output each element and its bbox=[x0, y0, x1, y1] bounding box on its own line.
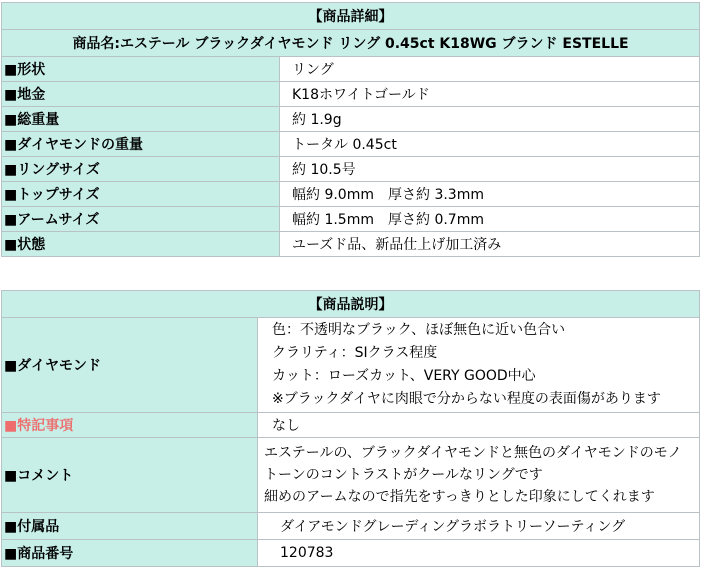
row-label: ■総重量 bbox=[2, 107, 280, 132]
row-label: ■トップサイズ bbox=[2, 182, 280, 207]
product-name-row bbox=[2, 30, 700, 57]
special-notes-label: ■特記事項 bbox=[2, 413, 258, 438]
row-label: ■形状 bbox=[2, 57, 280, 82]
diamond-cut-line: カット：ローズカット、VERY GOOD中心 bbox=[272, 368, 536, 384]
product-number-label: ■商品番号 bbox=[2, 540, 258, 567]
diamond-color-line: 色：不透明なブラック、ほぼ無色に近い色合い bbox=[272, 322, 566, 338]
product-number-row bbox=[2, 540, 700, 567]
row-value: 幅約 1.5mm 厚さ約 0.7mm bbox=[280, 207, 700, 232]
accessories-label: ■付属品 bbox=[2, 513, 258, 540]
special-notes-row bbox=[2, 413, 700, 438]
row-value: 幅約 9.0mm 厚さ約 3.3mm bbox=[280, 182, 700, 207]
product-number-value: 120783 bbox=[258, 540, 700, 567]
row-value: トータル 0.45ct bbox=[280, 132, 700, 157]
table-row bbox=[2, 132, 700, 157]
product-name: 商品名:エステール ブラックダイヤモンド リング 0.45ct K18WG ブランド ESTELLE bbox=[2, 30, 700, 57]
diamond-label: ■ダイヤモンド bbox=[2, 318, 258, 413]
row-label: ■リングサイズ bbox=[2, 157, 280, 182]
comment-line: トーンのコントラストがクールなリングです bbox=[264, 467, 543, 483]
comment-line: エステールの、ブラックダイヤモンドと無色のダイヤモンドのモノ bbox=[264, 445, 682, 461]
table-row bbox=[2, 207, 700, 232]
comment-line: 細めのアームなので指先をすっきりとした印象にしてくれます bbox=[264, 489, 655, 505]
table-row bbox=[2, 232, 700, 257]
comment-label: ■コメント bbox=[2, 438, 258, 513]
table-row bbox=[2, 182, 700, 207]
row-label: ■地金 bbox=[2, 82, 280, 107]
diamond-clarity-line: クラリティ：SIクラス程度 bbox=[272, 345, 438, 361]
product-description-table bbox=[1, 290, 700, 567]
table-row bbox=[2, 107, 700, 132]
diamond-details bbox=[258, 318, 700, 413]
table-row bbox=[2, 82, 700, 107]
diamond-row bbox=[2, 318, 700, 413]
row-value: リング bbox=[280, 57, 700, 82]
description-header: 【商品説明】 bbox=[2, 291, 700, 318]
accessories-value: ダイアモンドグレーディングラボラトリーソーティング bbox=[258, 513, 700, 540]
row-label: ■ダイヤモンドの重量 bbox=[2, 132, 280, 157]
accessories-row bbox=[2, 513, 700, 540]
row-label: ■状態 bbox=[2, 232, 280, 257]
product-details-table bbox=[1, 2, 700, 257]
diamond-note-line: ※ブラックダイヤに肉眼で分からない程度の表面傷があります bbox=[272, 391, 661, 407]
comment-text bbox=[258, 438, 700, 513]
row-value: ユーズド品、新品仕上げ加工済み bbox=[280, 232, 700, 257]
row-label: ■アームサイズ bbox=[2, 207, 280, 232]
details-header: 【商品詳細】 bbox=[2, 3, 700, 30]
special-notes-value: なし bbox=[258, 413, 700, 438]
description-header-row bbox=[2, 291, 700, 318]
details-header-row bbox=[2, 3, 700, 30]
row-value: 約 1.9g bbox=[280, 107, 700, 132]
table-row bbox=[2, 57, 700, 82]
row-value: K18ホワイトゴールド bbox=[280, 82, 700, 107]
table-row bbox=[2, 157, 700, 182]
row-value: 約 10.5号 bbox=[280, 157, 700, 182]
comment-row bbox=[2, 438, 700, 513]
